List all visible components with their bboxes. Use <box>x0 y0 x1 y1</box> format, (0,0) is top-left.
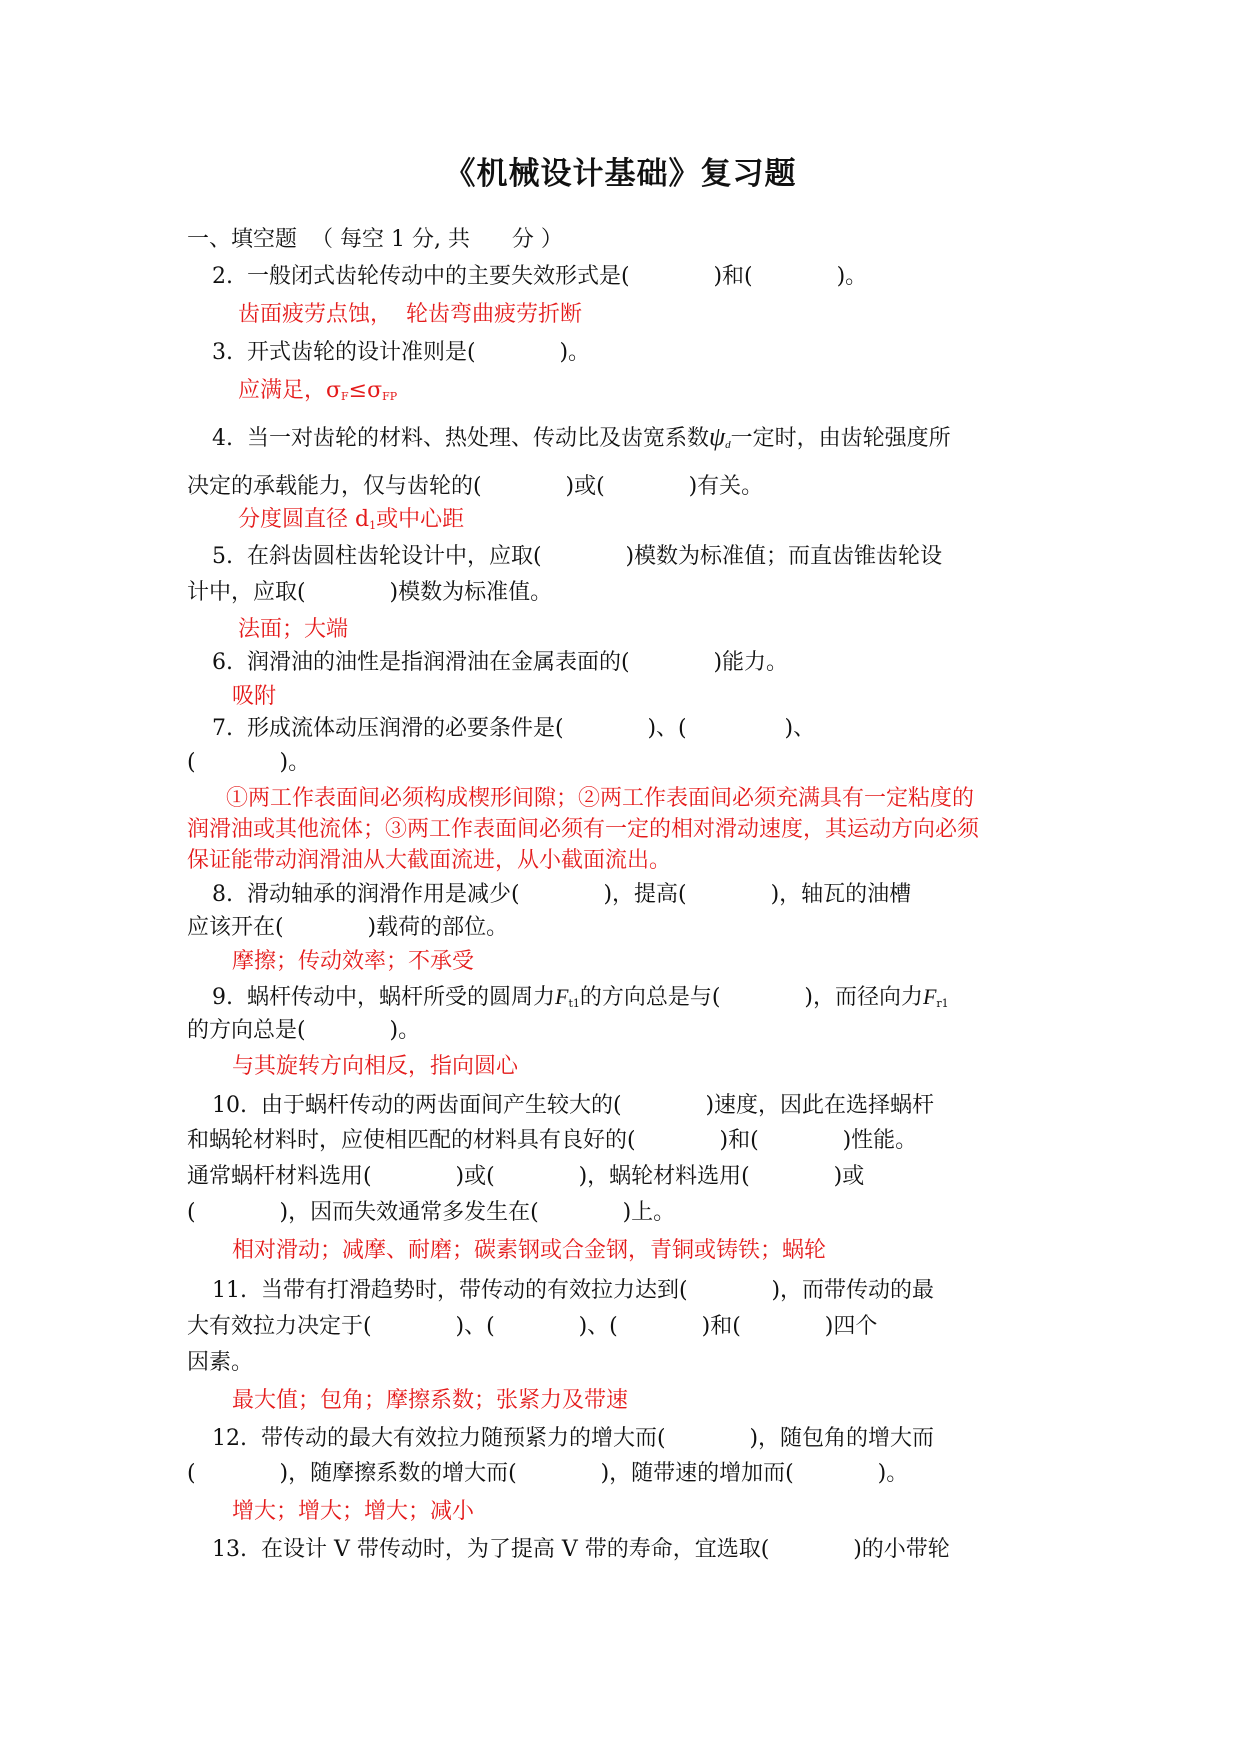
question-9-line2: 的方向总是( )。 <box>187 1018 421 1043</box>
answer-11: 最大值；包角；摩擦系数；张紧力及带速 <box>232 1388 629 1413</box>
answer-6: 吸附 <box>232 684 277 709</box>
answer-9: 与其旋转方向相反，指向圆心 <box>232 1054 519 1079</box>
question-9-line1: 9. 蜗杆传动中，蜗杆所受的圆周力$F_{t1}$的方向总是与( )，而径向力$F_{r1}$ <box>212 984 949 1010</box>
question-12-line1: 12. 带传动的最大有效拉力随预紧力的增大而( )，随包角的增大而 <box>212 1426 935 1451</box>
answer-5: 法面；大端 <box>238 617 349 642</box>
question-7-line1: 7. 形成流体动压润滑的必要条件是( )、( )、 <box>212 716 816 741</box>
answer-10: 相对滑动；减摩、耐磨；碳素钢或合金钢，青铜或铸铁；蜗轮 <box>232 1238 827 1263</box>
question-13: 13. 在设计 V 带传动时，为了提高 V 带的寿命，宜选取( )的小带轮 <box>212 1537 950 1562</box>
answer-7-line1: ①两工作表面间必须构成楔形间隙；②两工作表面间必须充满具有一定粘度的 <box>226 786 975 811</box>
question-10-line2: 和蜗轮材料时，应使相匹配的材料具有良好的( )和( )性能。 <box>187 1128 918 1153</box>
question-6: 6. 润滑油的油性是指润滑油在金属表面的( )能力。 <box>212 650 789 675</box>
question-8-line2: 应该开在( )载荷的部位。 <box>187 915 509 940</box>
question-12-line2: ( )，随摩擦系数的增大而( )，随带速的增加而( )。 <box>187 1461 909 1486</box>
question-4-line2: 决定的承载能力，仅与齿轮的( )或( )有关。 <box>187 474 764 499</box>
answer-7-line3: 保证能带动润滑油从大截面流进，从小截面流出。 <box>187 848 672 873</box>
answer-4: 分度圆直径 $d_1$或中心距 <box>238 507 465 532</box>
question-11-line1: 11. 当带有打滑趋势时，带传动的有效拉力达到( )，而带传动的最 <box>212 1278 935 1303</box>
question-8-line1: 8. 滑动轴承的润滑作用是减少( )，提高( )，轴瓦的油槽 <box>212 882 912 907</box>
question-5-line1: 5. 在斜齿圆柱齿轮设计中，应取( )模数为标准值；而直齿锥齿轮设 <box>212 544 943 569</box>
question-2: 2. 一般闭式齿轮传动中的主要失效形式是( )和( )。 <box>212 264 868 289</box>
answer-12: 增大；增大；增大；减小 <box>232 1499 475 1524</box>
question-10-line4: ( )，因而失效通常多发生在( )上。 <box>187 1200 676 1225</box>
answer-8: 摩擦；传动效率；不承受 <box>232 949 475 974</box>
answer-7-line2: 润滑油或其他流体；③两工作表面间必须有一定的相对滑动速度，其运动方向必须 <box>187 817 980 842</box>
question-10-line3: 通常蜗杆材料选用( )或( )，蜗轮材料选用( )或 <box>187 1164 865 1189</box>
question-3: 3. 开式齿轮的设计准则是( )。 <box>212 340 591 365</box>
question-11-line3: 因素。 <box>187 1350 254 1375</box>
section-heading: 一、填空题 （ 每空 1 分, 共 分 ） <box>187 227 563 252</box>
answer-3: 应满足，$\sigma_F\le\sigma_{FP}$ <box>238 378 398 403</box>
question-10-line1: 10. 由于蜗杆传动的两齿面间产生较大的( )速度，因此在选择蜗杆 <box>212 1093 935 1118</box>
question-5-line2: 计中，应取( )模数为标准值。 <box>187 580 553 605</box>
answer-2: 齿面疲劳点蚀， 轮齿弯曲疲劳折断 <box>238 302 582 327</box>
question-4-line1: 4. 当一对齿轮的材料、热处理、传动比及齿宽系数$\psi_d$一定时，由齿轮强度所 <box>212 422 951 451</box>
page-title: 《机械设计基础》复习题 <box>444 156 797 192</box>
question-7-line2: ( )。 <box>187 750 311 775</box>
question-11-line2: 大有效拉力决定于( )、( )、( )和( )四个 <box>187 1314 878 1339</box>
